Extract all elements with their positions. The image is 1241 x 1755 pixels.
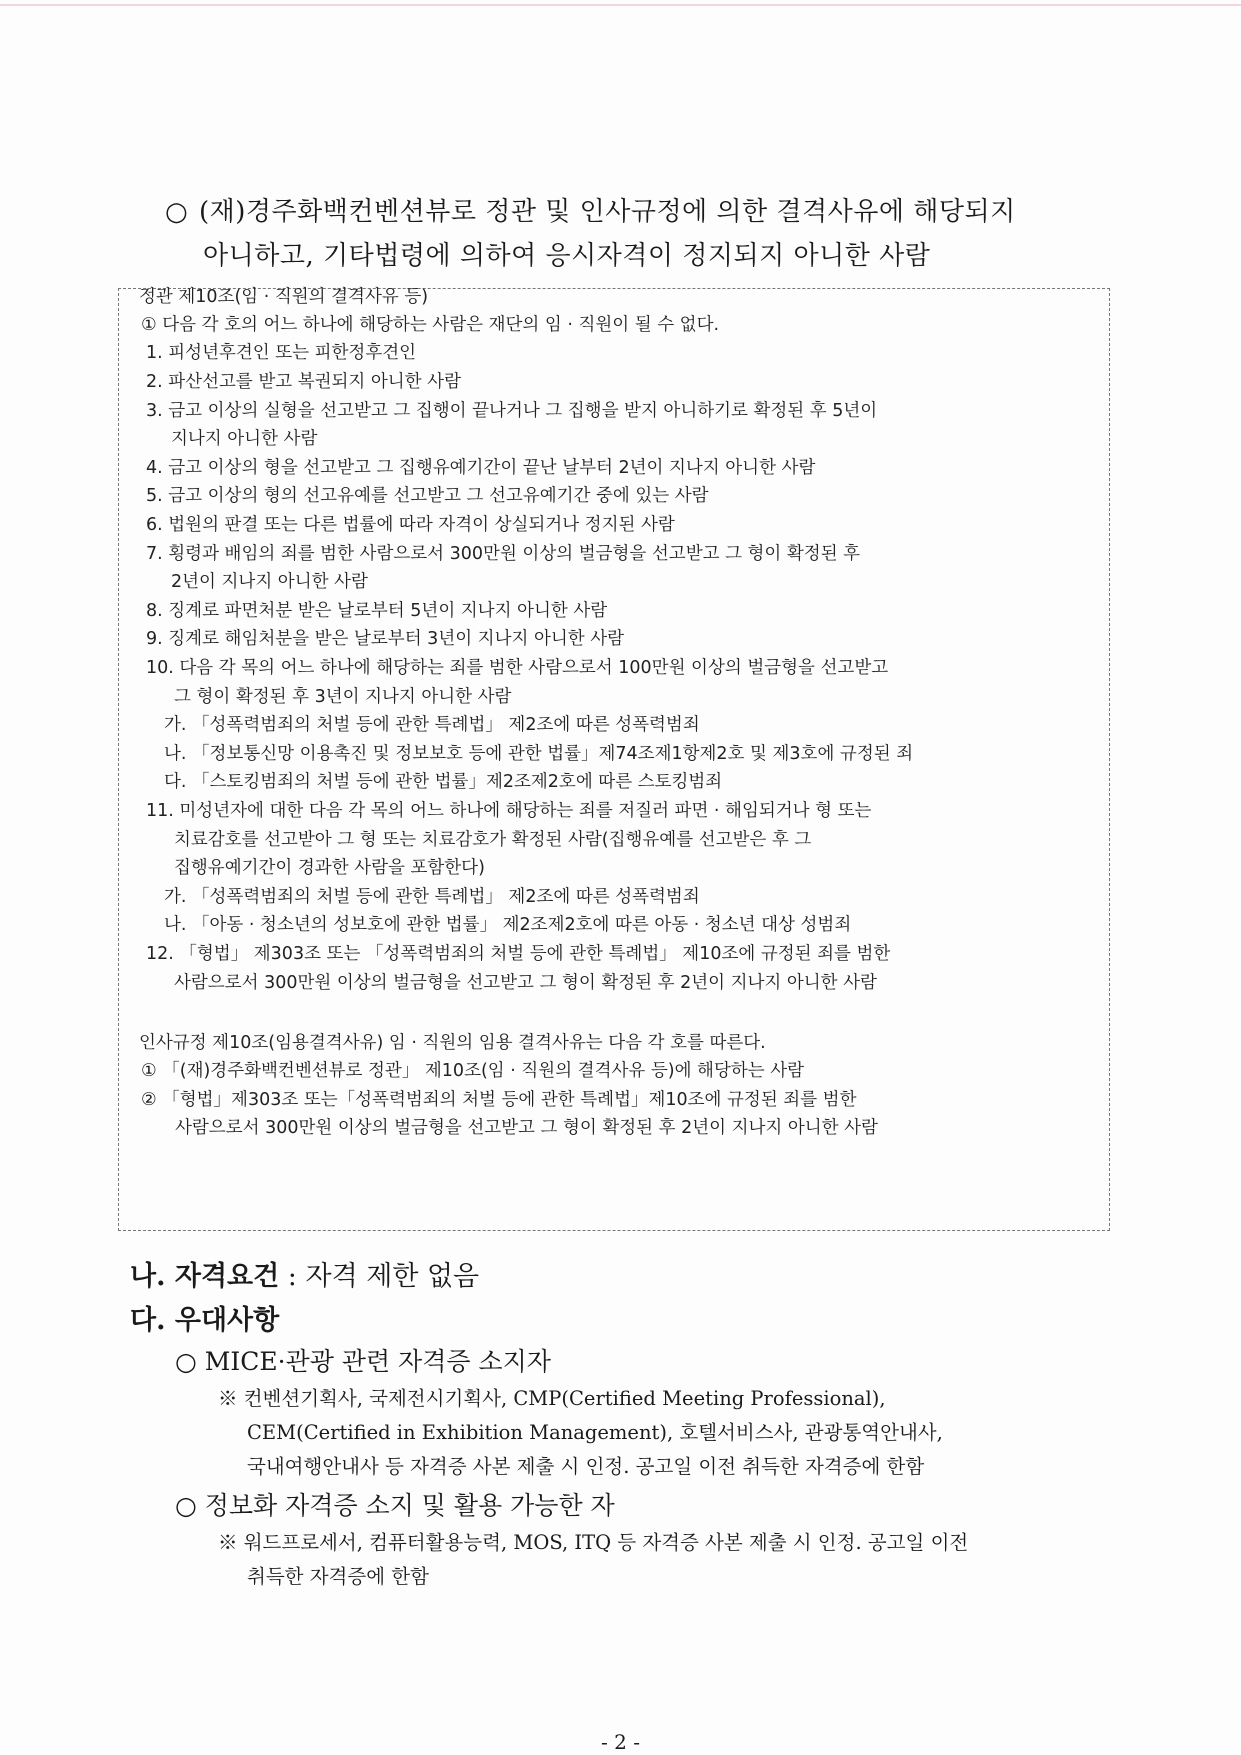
box-line: 6. 법원의 판결 또는 다른 법률에 따라 자격이 상실되거나 정지된 사람 bbox=[146, 515, 675, 535]
box-line: 8. 징계로 파면처분 받은 날로부터 5년이 지나지 아니한 사람 bbox=[146, 601, 608, 621]
section-label: 나. 자격요건 bbox=[130, 1261, 280, 1292]
hr-line: 사람으로서 300만원 이상의 벌금형을 선고받고 그 형이 확정된 후 2년이 지나지 아니한 사람 bbox=[175, 1118, 878, 1138]
box-line: 나. 「정보통신망 이용촉진 및 정보보호 등에 관한 법률」제74조제1항제2호 및 제3호에 규정된 죄 bbox=[164, 744, 914, 764]
note-line: 취득한 자격증에 한함 bbox=[247, 1565, 429, 1588]
box-line: 집행유예기간이 경과한 사람을 포함한다) bbox=[174, 858, 485, 878]
intro-line-2: 아니하고, 기타법령에 의하여 응시자격이 정지되지 아니한 사람 bbox=[203, 241, 931, 271]
box-line: 2. 파산선고를 받고 복권되지 아니한 사람 bbox=[146, 372, 461, 392]
box-line: 치료감호를 선고받아 그 형 또는 치료감호가 확정된 사람(집행유예를 선고받은 후 그 bbox=[174, 830, 812, 850]
box-line: 2년이 지나지 아니한 사람 bbox=[171, 572, 368, 592]
box-line: 12. 「형법」 제303조 또는 「성폭력범죄의 처벌 등에 관한 특례법」 제10조에 규정된 죄를 범한 bbox=[146, 944, 891, 964]
bullet-circle: ○ bbox=[165, 197, 189, 227]
box-line: 9. 징계로 해임처분을 받은 날로부터 3년이 지나지 아니한 사람 bbox=[146, 629, 625, 649]
section-value: 자격 제한 없음 bbox=[305, 1261, 480, 1292]
box-line: 그 형이 확정된 후 3년이 지나지 아니한 사람 bbox=[174, 687, 512, 707]
box-line: 가. 「성폭력범죄의 처벌 등에 관한 특례법」 제2조에 따른 성폭력범죄 bbox=[164, 887, 700, 907]
box-line: 3. 금고 이상의 실형을 선고받고 그 집행이 끝나거나 그 집행을 받지 아니하기로 확정된 후 5년이 bbox=[146, 401, 878, 421]
disqualification-box bbox=[118, 288, 1110, 1231]
box-line: 1. 피성년후견인 또는 피한정후견인 bbox=[146, 343, 417, 363]
section-preference-title: 다. 우대사항 bbox=[130, 1305, 280, 1336]
preference-item-mice: ○ MICE·관광 관련 자격증 소지자 bbox=[175, 1347, 551, 1376]
box-line: 5. 금고 이상의 형의 선고유예를 선고받고 그 선고유예기간 중에 있는 사람 bbox=[146, 486, 709, 506]
top-border bbox=[0, 4, 1241, 6]
note-line: CEM(Certified in Exhibition Management), 호텔서비스사, 관광통역안내사, bbox=[247, 1421, 943, 1444]
box-line: 사람으로서 300만원 이상의 벌금형을 선고받고 그 형이 확정된 후 2년이 지나지 아니한 사람 bbox=[174, 973, 877, 993]
note-line: ※ 워드프로세서, 컴퓨터활용능력, MOS, ITQ 등 자격증 사본 제출 시 인정. 공고일 이전 bbox=[218, 1531, 969, 1554]
page-number: - 2 - bbox=[601, 1730, 640, 1754]
hr-line: ② 「형법」제303조 또는「성폭력범죄의 처벌 등에 관한 특례법」제10조에 규정된 죄를 범한 bbox=[141, 1090, 857, 1110]
box-line: 가. 「성폭력범죄의 처벌 등에 관한 특례법」 제2조에 따른 성폭력범죄 bbox=[164, 715, 700, 735]
box-line: 지나지 아니한 사람 bbox=[171, 429, 318, 449]
box-line: 4. 금고 이상의 형을 선고받고 그 집행유예기간이 끝난 날부터 2년이 지나지 아니한 사람 bbox=[146, 458, 816, 478]
hr-line: ① 「(재)경주화백컨벤션뷰로 정관」 제10조(임 · 직원의 결격사유 등)에 해당하는 사람 bbox=[141, 1061, 805, 1081]
box-line: 나. 「아동 · 청소년의 성보호에 관한 법률」 제2조제2호에 따른 아동 · 청소년 대상 성범죄 bbox=[164, 915, 852, 935]
box-line: 10. 다음 각 목의 어느 하나에 해당하는 죄를 범한 사람으로서 100만원 이상의 벌금형을 선고받고 bbox=[146, 658, 889, 678]
box-line: 11. 미성년자에 대한 다음 각 목의 어느 하나에 해당하는 죄를 저질러 파면 · 해임되거나 형 또는 bbox=[146, 801, 872, 821]
intro-line-1: (재)경주화백컨벤션뷰로 정관 및 인사규정에 의한 결격사유에 해당되지 bbox=[199, 197, 1016, 227]
preference-item-it: ○ 정보화 자격증 소지 및 활용 가능한 자 bbox=[175, 1491, 615, 1520]
note-line: 국내여행안내사 등 자격증 사본 제출 시 인정. 공고일 이전 취득한 자격증에 한함 bbox=[247, 1455, 925, 1478]
box-line: ① 다음 각 호의 어느 하나에 해당하는 사람은 재단의 임 · 직원이 될 수 없다. bbox=[141, 315, 720, 335]
section-qualification bbox=[130, 1254, 479, 1293]
preference-note-1 bbox=[218, 1382, 943, 1484]
intro-paragraph bbox=[165, 190, 1125, 278]
preference-note-2 bbox=[218, 1526, 968, 1594]
section-colon: : bbox=[279, 1261, 306, 1292]
box-line: 다. 「스토킹범죄의 처벌 등에 관한 법률」제2조제2호에 따른 스토킹범죄 bbox=[164, 772, 723, 792]
hr-rule-title: 인사규정 제10조(임용결격사유) 임 · 직원의 임용 결격사유는 다음 각 호를 따른다. bbox=[139, 1033, 766, 1053]
box-line: 7. 횡령과 배임의 죄를 범한 사람으로서 300만원 이상의 벌금형을 선고받고 그 형이 확정된 후 bbox=[146, 544, 861, 564]
note-line: ※ 컨벤션기획사, 국제전시기획사, CMP(Certified Meeting Professional), bbox=[218, 1387, 886, 1410]
article-title: 정관 제10조(임 · 직원의 결격사유 등) bbox=[139, 287, 429, 307]
